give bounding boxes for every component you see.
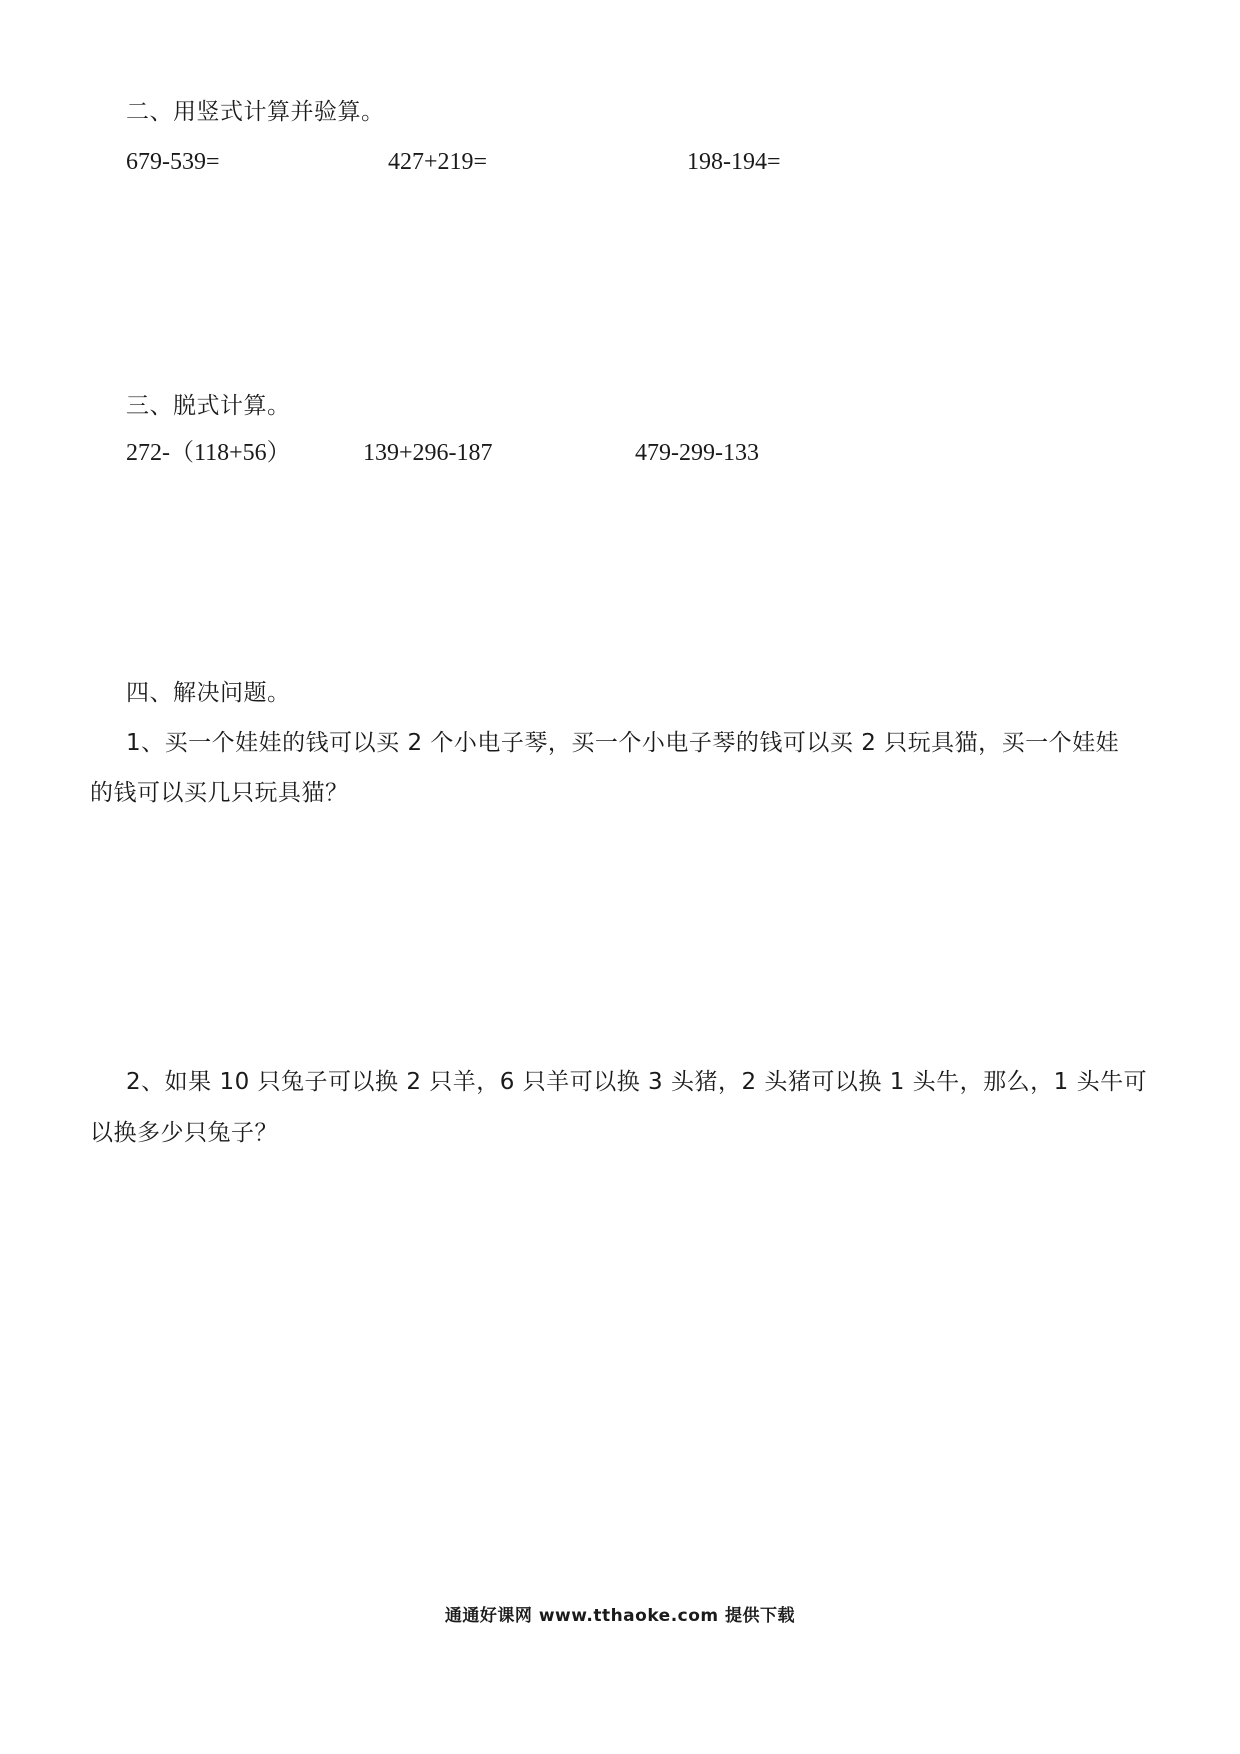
question-2-line-1: 2、如果 10 只兔子可以换 2 只羊，6 只羊可以换 3 头猪，2 头猪可以换 1 头牛，那么，1 头牛可: [126, 1069, 1148, 1095]
section-3-heading: 三、脱式计算。: [126, 393, 291, 419]
page-footer: 通通好课网 www.tthaoke.com 提供下载: [444, 1606, 796, 1626]
section-2-heading: 二、用竖式计算并验算。: [126, 99, 385, 125]
question-1-line-2: 的钱可以买几只玩具猫？: [90, 780, 349, 806]
section-3-problem-2: 139+296-187: [363, 440, 493, 466]
section-4-heading: 四、解决问题。: [126, 680, 291, 706]
question-1-line-1: 1、买一个娃娃的钱可以买 2 个小电子琴，买一个小电子琴的钱可以买 2 只玩具猫，买一个娃娃: [126, 730, 1120, 756]
section-3-problem-3: 479-299-133: [635, 440, 759, 466]
section-2-problem-1: 679-539=: [126, 149, 220, 175]
section-3-problem-1: 272-（118+56）: [126, 440, 291, 466]
question-2-line-2: 以换多少只兔子？: [90, 1120, 278, 1146]
section-2-problem-2: 427+219=: [388, 149, 488, 175]
section-2-problem-3: 198-194=: [687, 149, 781, 175]
